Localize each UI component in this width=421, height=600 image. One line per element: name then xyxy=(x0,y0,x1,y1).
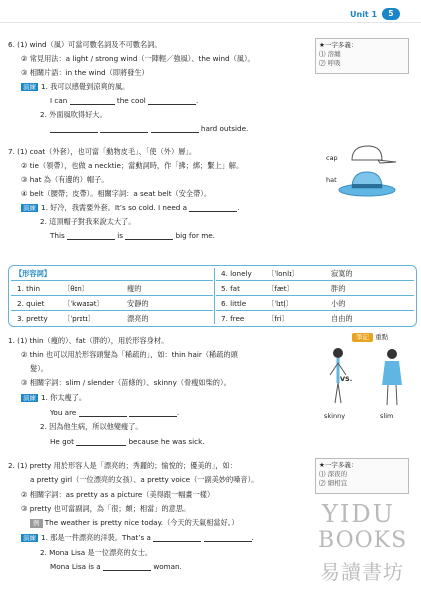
s6-ex2-zh: 2. 外面風吹得好大。 xyxy=(40,110,107,119)
vocab-row xyxy=(17,299,149,309)
s7-ex2-zh: 2. 這頂帽子對我來說太大了。 xyxy=(40,217,136,226)
vocab-ipa: 〔ˈprɪtɪ〕 xyxy=(63,314,96,323)
sidebox-multi-meaning-2 xyxy=(315,458,409,494)
vocab-ipa: 〔ˈlonlɪ〕 xyxy=(267,269,299,278)
cap-icon xyxy=(352,146,382,160)
cap-hat-illustration xyxy=(322,142,412,202)
answer-blank[interactable] xyxy=(129,409,177,417)
vocab-row xyxy=(221,269,353,279)
watermark-books: BOOKS xyxy=(318,528,408,553)
example-tag: 例 xyxy=(30,519,43,528)
vocab-meaning: 寂寞的 xyxy=(331,269,353,278)
s1-ex2-en: He got because he was sick. xyxy=(50,437,205,446)
s2-line1: 2. (1) pretty 用於形容人是「漂亮的；秀麗的；愉悅的；優美的」，如： xyxy=(8,461,237,470)
watermark-yidu: YIDU xyxy=(322,500,395,528)
s7-line2: ② tie（領帶），也做 a necktie；當動詞時，作「拂；綁；繫上」解。 xyxy=(21,161,244,170)
s6-ex1-en: I can the cool . xyxy=(50,96,199,105)
vocab-meaning: 自由的 xyxy=(331,314,353,323)
s6-line3: ③ 相關片語：in the wind（即將發生） xyxy=(21,68,149,77)
s2-line2: ② 相關字詞：as pretty as a picture（美得跟一幅畫一樣） xyxy=(21,490,215,499)
vocab-ipa: 〔fri〕 xyxy=(267,314,289,323)
vocab-word: 6. little xyxy=(221,299,247,308)
answer-blank[interactable] xyxy=(67,232,115,240)
s1-line2b: 髮）。 xyxy=(30,364,48,373)
answer-blank[interactable] xyxy=(189,204,237,212)
s2-ex2-en: Mona Lisa is a woman. xyxy=(50,562,182,571)
vocab-word: 7. free xyxy=(221,314,245,323)
answer-blank[interactable] xyxy=(76,438,126,446)
sidebox-title: ★一字多義： xyxy=(319,41,358,49)
vocab-meaning: 瘦的 xyxy=(127,284,142,293)
s1-drill-1: 演練 1. 你太瘦了。 xyxy=(23,393,87,402)
vocab-row xyxy=(17,314,149,324)
vocab-word: 3. pretty xyxy=(17,314,48,323)
answer-blank[interactable] xyxy=(103,563,151,571)
hat-label: hat xyxy=(326,176,337,184)
answer-blank[interactable] xyxy=(125,232,173,240)
vocab-meaning: 漂亮的 xyxy=(127,314,149,323)
answer-blank[interactable] xyxy=(148,97,196,105)
vocab-meaning: 安靜的 xyxy=(127,299,149,308)
vocab-ipa: 〔fæt〕 xyxy=(267,284,294,293)
skinny-slim-illustration xyxy=(322,345,412,410)
s6-line2: ② 常見用法：a light / strong wind（一陣輕／強風）、the wind（風）。 xyxy=(21,54,255,63)
vocab-meaning: 小的 xyxy=(331,299,346,308)
vocab-title: 【形容詞】 xyxy=(15,269,51,278)
vocab-ipa: 〔ˈkwaɪət〕 xyxy=(63,299,104,308)
answer-blank[interactable] xyxy=(79,409,127,417)
sidebox-item: ⑵ 細相宜 xyxy=(319,479,348,488)
s2-example: 例 The weather is pretty nice today.（今天的天氣相當好。） xyxy=(30,518,239,528)
vocab-row xyxy=(221,299,345,309)
cap-label: cap xyxy=(326,154,338,162)
drill-label: 演練 xyxy=(23,204,36,212)
notes-label-2: 重點 xyxy=(375,333,389,341)
sidebox-title: ★一字多義： xyxy=(319,461,358,469)
s1-ex2-zh: 2. 因為他生病，所以他變瘦了。 xyxy=(40,422,143,431)
s6-ex2-en: hard outside. xyxy=(50,124,248,133)
s6-ex1-zh: 1. 我可以感覺到涼爽的風。 xyxy=(41,82,130,91)
slim-label: slim xyxy=(380,412,394,420)
answer-blank[interactable] xyxy=(204,534,252,542)
vocab-row xyxy=(221,284,345,294)
sidebox-item: ⑵ 呼吸 xyxy=(319,59,341,68)
s1-line1: 1. (1) thin（瘦的）、fat（胖的），用於形容身材。 xyxy=(8,336,169,345)
s2-line3: ③ pretty 也可當副詞，為「很；頗；相當」的意思。 xyxy=(21,504,191,513)
s6-line1: 6. (1) wind（風）可當可數名詞及不可數名詞。 xyxy=(8,40,162,49)
s2-ex2-zh: 2. Mona Lisa 是一位漂亮的女士。 xyxy=(40,548,153,557)
drill-label: 演練 xyxy=(23,83,36,91)
answer-blank[interactable] xyxy=(70,97,115,105)
answer-blank[interactable] xyxy=(153,534,201,542)
s2-line1b: a pretty girl（一位漂亮的女孩）、a pretty voice（一副美妙的嗓音）。 xyxy=(30,475,259,484)
watermark-chinese: 易讀書坊 xyxy=(320,560,404,584)
answer-blank[interactable] xyxy=(50,125,98,133)
notes-tag xyxy=(352,332,388,342)
vocab-row xyxy=(17,284,141,294)
vocab-ipa: 〔ˈlɪtl̩〕 xyxy=(267,299,293,308)
s7-line1: 7. (1) coat（外套），也可當「動物皮毛」、「使（外）層」。 xyxy=(8,147,197,156)
drill-label: 演練 xyxy=(23,394,36,402)
vocab-divider xyxy=(214,268,215,324)
header-rule xyxy=(0,22,421,23)
vocab-word: 1. thin xyxy=(17,284,41,293)
vocab-adjectives-box xyxy=(8,265,417,327)
skinny-label: skinny xyxy=(324,412,346,420)
unit-label: Unit 1 xyxy=(350,10,378,19)
vocab-meaning: 胖的 xyxy=(331,284,346,293)
vocab-row xyxy=(221,314,353,324)
page-number: 5 xyxy=(382,8,400,20)
s1-line2: ② thin 也可以用於形容頭髮為「稀疏的」，如：thin hair（稀疏的頭 xyxy=(21,350,238,359)
notes-label: 筆記 xyxy=(352,333,373,342)
vocab-ipa: 〔θɪn〕 xyxy=(63,284,89,293)
s7-drill-1: 演練 1. 好冷，我需要外套。It’s so cold. I need a . xyxy=(23,203,240,212)
s1-ex1-en: You are . xyxy=(50,408,180,417)
vocab-word: 2. quiet xyxy=(17,299,45,308)
s7-ex2-en: This is big for me. xyxy=(50,231,215,240)
drill-label: 演練 xyxy=(23,534,36,542)
s7-line4: ④ belt（腰帶；皮帶）。相關字詞：a seat belt（安全帶）。 xyxy=(21,189,212,198)
vs-label: VS. xyxy=(340,375,353,383)
s2-drill-1: 演練 1. 那是一件漂亮的洋裝。That’s a . xyxy=(23,533,254,542)
s6-drill-1 xyxy=(21,82,129,91)
sidebox-item: ⑴ 溶纏 xyxy=(319,50,341,59)
vocab-word: 4. lonely xyxy=(221,269,252,278)
vocab-word: 5. fat xyxy=(221,284,240,293)
s7-line3: ③ hat 為（有邊的）帽子。 xyxy=(21,175,109,184)
s1-line3: ③ 相關字詞：slim / slender（苗條的）、skinny（骨瘦如柴的）。 xyxy=(21,378,231,387)
sidebox-item: ⑴ 深夜的 xyxy=(319,470,348,479)
answer-blank[interactable] xyxy=(151,125,199,133)
sidebox-multi-meaning xyxy=(315,38,409,74)
answer-blank[interactable] xyxy=(100,125,148,133)
